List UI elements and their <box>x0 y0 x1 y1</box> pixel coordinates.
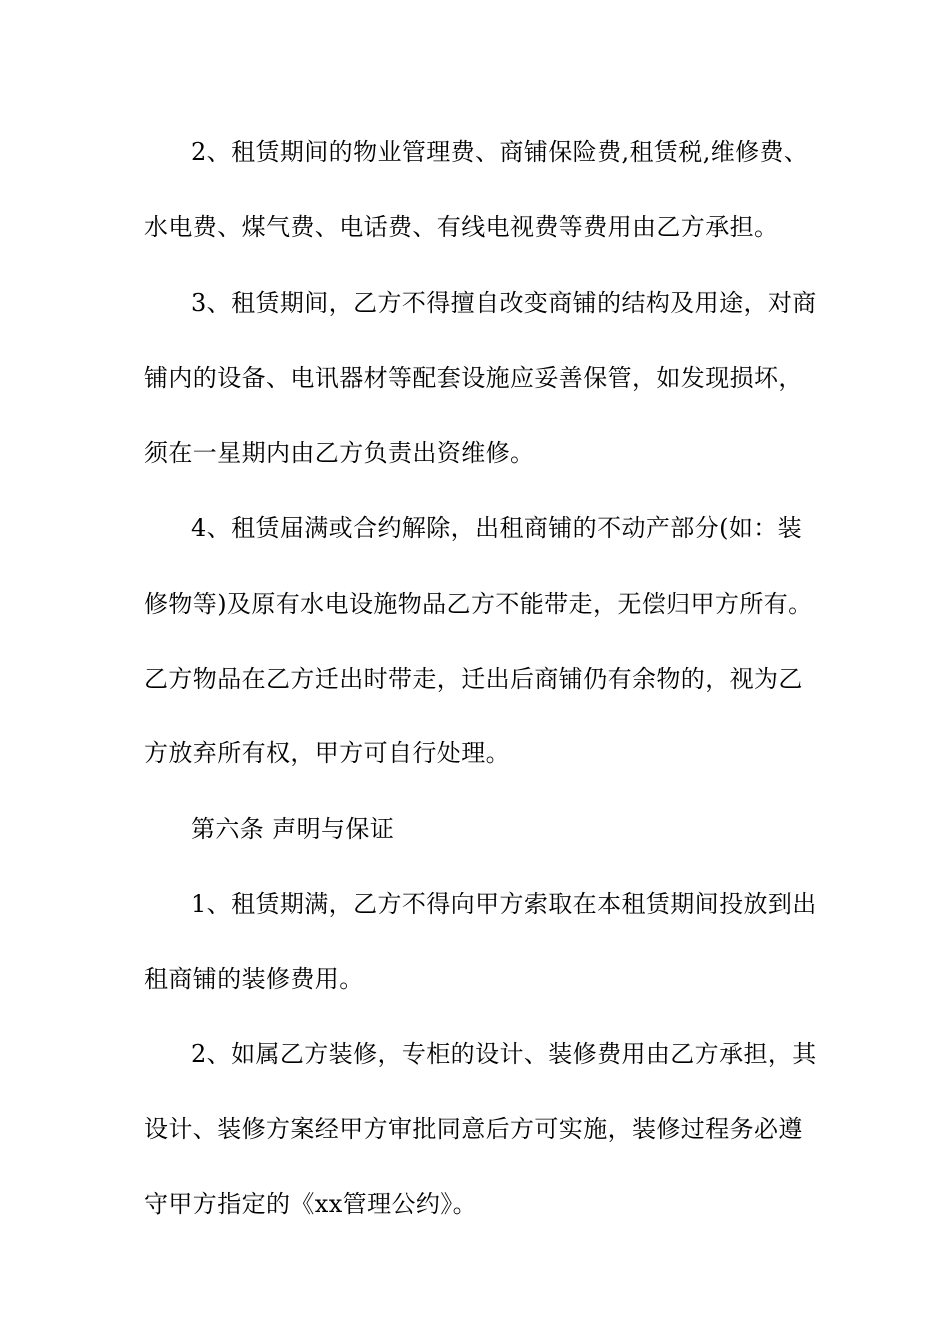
clause-3-line-2: 铺内的设备、电讯器材等配套设施应妥善保管，如发现损坏， <box>144 364 803 392</box>
clause-3-line-3: 须在一星期内由乙方负责出资维修。 <box>144 439 535 467</box>
article-6-clause-1-line-1: 1、租赁期满，乙方不得向甲方索取在本租赁期间投放到出 <box>191 890 817 918</box>
clause-4-line-3: 乙方物品在乙方迁出时带走，迁出后商铺仍有余物的，视为乙 <box>144 665 803 693</box>
clause-2-line-1: 2、租赁期间的物业管理费、商铺保险费,租赁税,维修费、 <box>191 138 809 166</box>
article-6-clause-2-line-2: 设计、装修方案经甲方审批同意后方可实施，装修过程务必遵 <box>144 1115 803 1143</box>
clause-3-line-1: 3、租赁期间，乙方不得擅自改变商铺的结构及用途，对商 <box>191 289 817 317</box>
clause-2-line-2: 水电费、煤气费、电话费、有线电视费等费用由乙方承担。 <box>144 213 779 241</box>
clause-4-line-4: 方放弃所有权，甲方可自行处理。 <box>144 739 510 767</box>
article-6-clause-1-line-2: 租商铺的装修费用。 <box>144 965 364 993</box>
article-6-clause-2-line-3: 守甲方指定的《xx管理公约》。 <box>144 1190 478 1218</box>
section-heading-article-6: 第六条 声明与保证 <box>191 815 395 843</box>
article-6-clause-2-line-1: 2、如属乙方装修，专柜的设计、装修费用由乙方承担，其 <box>191 1040 817 1068</box>
clause-4-line-1: 4、租赁届满或合约解除，出租商铺的不动产部分(如：装 <box>191 514 803 542</box>
clause-4-line-2: 修物等)及原有水电设施物品乙方不能带走，无偿归甲方所有。 <box>144 590 813 618</box>
